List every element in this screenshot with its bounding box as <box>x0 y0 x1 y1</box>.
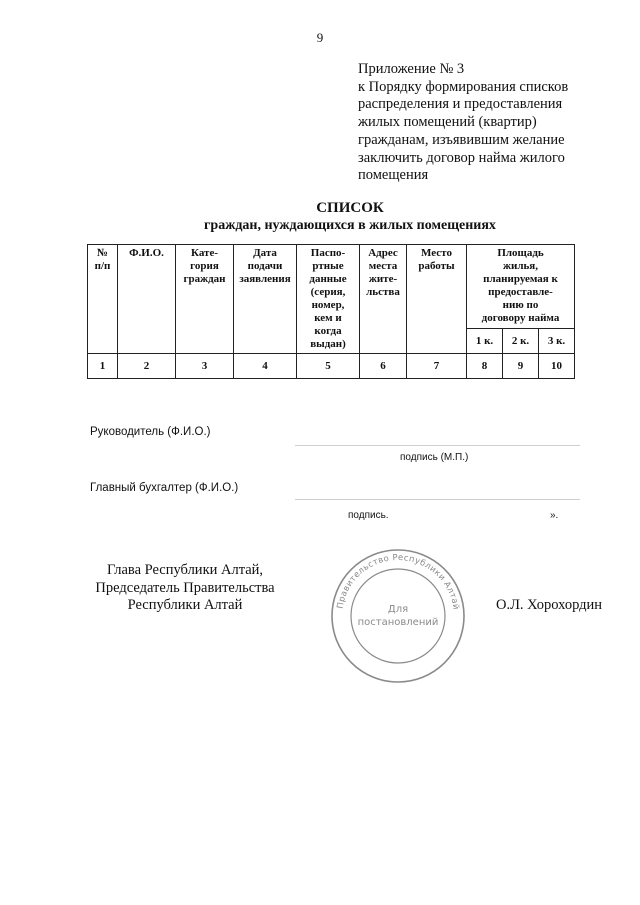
document-title: СПИСОК <box>316 200 384 216</box>
subheader-cell: 2 к. <box>503 329 539 354</box>
header-cell <box>118 245 176 354</box>
column-number-cell: 4 <box>234 354 297 379</box>
column-number-cell: 3 <box>176 354 234 379</box>
column-number-cell: 5 <box>297 354 360 379</box>
head-label: Руководитель (Ф.И.О.) <box>90 426 211 438</box>
column-number-cell: 1 <box>88 354 118 379</box>
seal-outer-text: Правительство Республики Алтай <box>334 551 462 611</box>
seal-center-text-line1: Для <box>387 604 409 615</box>
column-number-cell: 7 <box>407 354 467 379</box>
header-cell <box>297 245 360 354</box>
header-text: Место работы <box>418 247 455 272</box>
accountant-signature-line <box>295 499 580 500</box>
subheader-cell: 1 к. <box>467 329 503 354</box>
seal-outer-ring <box>332 550 464 682</box>
header-text: Дата подачи заявления <box>239 247 291 285</box>
signer-position <box>60 562 310 615</box>
header-text: Кате- гория граждан <box>183 247 226 285</box>
header-cell <box>360 245 407 354</box>
appendix-line: жилых помещений (квартир) <box>358 114 537 131</box>
header-text: Адрес места жите- льства <box>366 247 400 298</box>
header-cell <box>407 245 467 354</box>
head-signature-caption: подпись (М.П.) <box>400 452 469 463</box>
column-number-row <box>88 354 575 379</box>
accountant-caption-quote: ». <box>550 510 559 521</box>
header-text: Паспо- ртные данные (серия, номер, кем и когда выдан) <box>309 247 347 350</box>
table-header-row <box>88 245 575 329</box>
column-number-cell: 10 <box>539 354 575 379</box>
accountant-label: Главный бухгалтер (Ф.И.О.) <box>90 482 239 494</box>
document-subtitle: граждан, нуждающихся в жилых помещениях <box>204 218 496 233</box>
signer-position-line: Председатель Правительства <box>95 579 275 596</box>
column-number-cell: 9 <box>503 354 539 379</box>
signer-name: О.Л. Хорохордин <box>496 597 603 613</box>
accountant-signature-caption: подпись. <box>348 510 389 521</box>
signer-position-line: Глава Республики Алтай, <box>106 562 264 578</box>
page-number: 9 <box>316 30 324 45</box>
subheader-cell: 3 к. <box>539 329 575 354</box>
header-cell <box>176 245 234 354</box>
seal-inner-ring <box>351 569 445 663</box>
column-number-cell: 2 <box>118 354 176 379</box>
header-text: Площадь жилья, планируемая к предоставле- нию по договору найма <box>481 247 560 324</box>
citizens-list-table <box>87 244 575 379</box>
appendix-line: помещения <box>358 167 429 184</box>
appendix-line: к Порядку формирования списков <box>358 78 569 95</box>
official-seal <box>330 548 466 684</box>
header-text: № п/п <box>94 247 111 272</box>
appendix-line: заключить договор найма жилого <box>358 149 565 166</box>
header-text: Ф.И.О. <box>129 247 164 259</box>
appendix-line: Приложение № 3 <box>358 61 465 77</box>
appendix-line: распределения и предоставления <box>358 96 563 113</box>
header-cell <box>88 245 118 354</box>
head-signature-line <box>295 445 580 446</box>
seal-center-text-line2: постановлений <box>357 617 439 628</box>
column-number-cell: 6 <box>360 354 407 379</box>
appendix-line: гражданам, изъявившим желание <box>358 131 565 148</box>
header-cell <box>467 245 575 329</box>
signer-position-line: Республики Алтай <box>127 597 243 613</box>
header-cell <box>234 245 297 354</box>
appendix-note <box>358 61 618 185</box>
column-number-cell: 8 <box>467 354 503 379</box>
